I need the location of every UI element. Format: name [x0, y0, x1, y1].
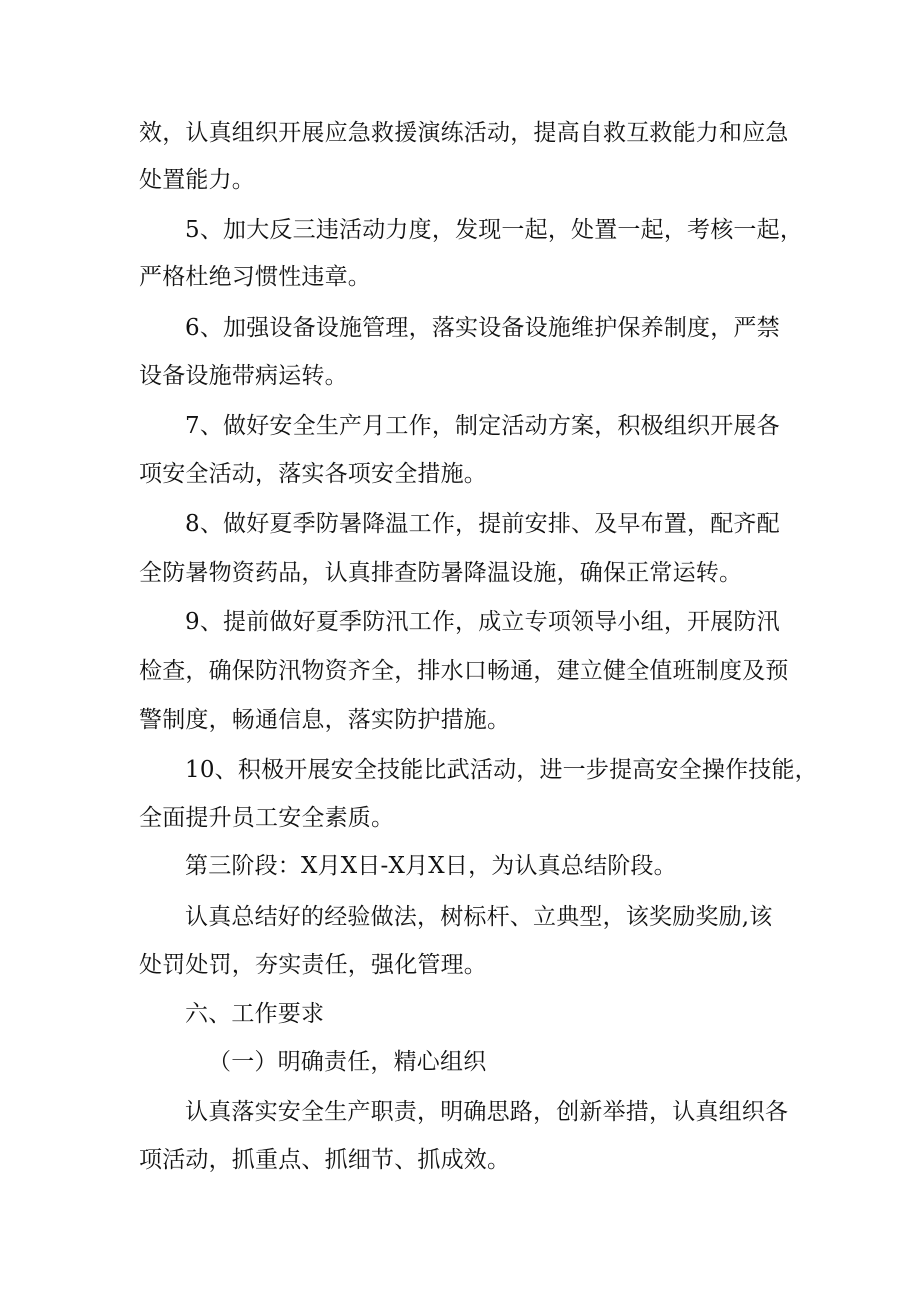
paragraph-line: 检查，确保防汛物资齐全，排水口畅通，建立健全值班制度及预: [139, 658, 789, 684]
paragraph-line: 警制度，畅通信息，落实防护措施。: [139, 707, 511, 733]
paragraph-line: 全面提升员工安全素质。: [139, 805, 395, 831]
paragraph-line: 效，认真组织开展应急救援演练活动，提高自救互救能力和应急: [139, 120, 789, 146]
paragraph-line: 处罚处罚，夯实责任，强化管理。: [139, 952, 487, 978]
list-item-9: 9、提前做好夏季防汛工作，成立专项领导小组，开展防汛: [185, 609, 780, 635]
list-item-5: 5、加大反三违活动力度，发现一起，处置一起，考核一起，: [185, 217, 804, 243]
paragraph-line: 认真总结好的经验做法，树标杆、立典型，该奖励奖励,该: [185, 904, 773, 930]
stage-three-heading: 第三阶段：X月X日-X月X日，为认真总结阶段。: [185, 853, 677, 879]
paragraph-line: 设备设施带病运转。: [139, 363, 348, 389]
list-item-10: 10、积极开展安全技能比武活动，进一步提高安全操作技能，: [185, 757, 818, 783]
list-item-8: 8、做好夏季防暑降温工作，提前安排、及早布置，配齐配: [185, 511, 780, 537]
paragraph-line: 全防暑物资药品，认真排查防暑降温设施，确保正常运转。: [139, 560, 743, 586]
section-heading: 六、工作要求: [185, 1001, 325, 1027]
paragraph-line: 严格杜绝习惯性违章。: [139, 264, 371, 290]
paragraph-line: 处置能力。: [139, 167, 255, 193]
paragraph-line: 项活动，抓重点、抓细节、抓成效。: [139, 1147, 511, 1173]
paragraph-line: 项安全活动，落实各项安全措施。: [139, 461, 487, 487]
subsection-heading: （一）明确责任，精心组织: [208, 1049, 487, 1075]
paragraph-line: 认真落实安全生产职责，明确思路，创新举措，认真组织各: [185, 1099, 789, 1125]
list-item-6: 6、加强设备设施管理，落实设备设施维护保养制度，严禁: [185, 315, 780, 341]
list-item-7: 7、做好安全生产月工作，制定活动方案，积极组织开展各: [185, 413, 780, 439]
